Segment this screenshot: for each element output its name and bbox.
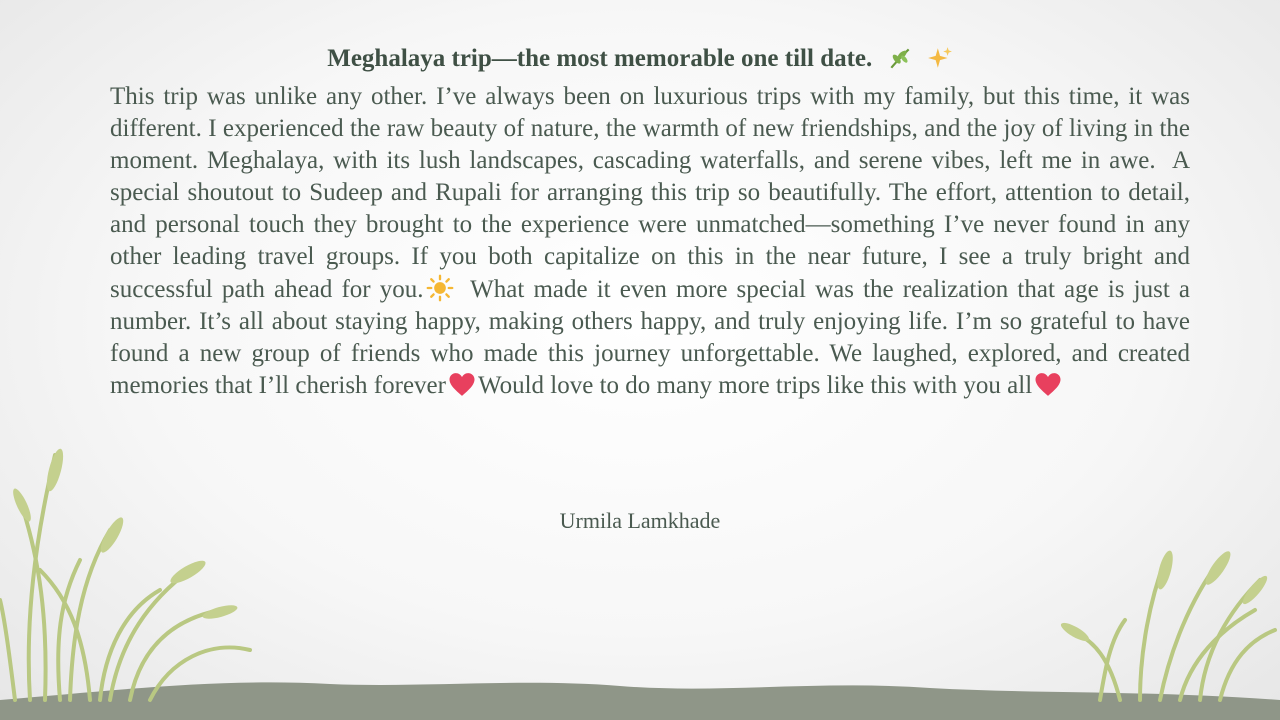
signature: Urmila Lamkhade [559, 508, 721, 533]
grass-left [0, 455, 250, 700]
body-part-3: Would love to do many more trips like this with you all [477, 371, 1033, 399]
slide-title [0, 42, 1280, 76]
title-text: Meghalaya trip—the most memorable one till date. [327, 45, 873, 72]
heart-icon [1034, 372, 1062, 397]
body-part-1: This trip was unlike any other. I’ve always been on luxurious trips with my family, but this time, it was different. I experienced the raw beauty of nature, the warmth of new friendships, and the joy of living in the moment. Meghalaya, with its lush landscapes, cascading waterfalls, and serene vibes, left me in awe. A special shoutout to Sudeep and Rupali for arranging this trip so beautifully. The effort, attention to detail, and personal touch they brought to the experience were unmatched—something I’ve never found in any other leading travel groups. If you both capitalize on this in the near future, I see a truly bright and successful path ahead for you. [110, 83, 1190, 303]
ground-strip [0, 682, 1280, 720]
grass-left-heads [10, 447, 239, 621]
grass-right [1070, 560, 1275, 700]
body-part-2: What made it even more special was the realization that age is just a number. It’s all about staying happy, making others happy, and truly enjoying life. I’m so grateful to have found a new group of friends who made this journey unforgettable. We laughed, explored, and created memories that I’ll cherish forever [110, 275, 1190, 399]
sparkles-icon [927, 45, 953, 71]
grass-right-heads [1059, 548, 1271, 644]
heart-icon [448, 372, 476, 397]
testimonial-body [110, 81, 1190, 402]
herb-icon [887, 45, 913, 71]
sun-icon [426, 274, 454, 302]
